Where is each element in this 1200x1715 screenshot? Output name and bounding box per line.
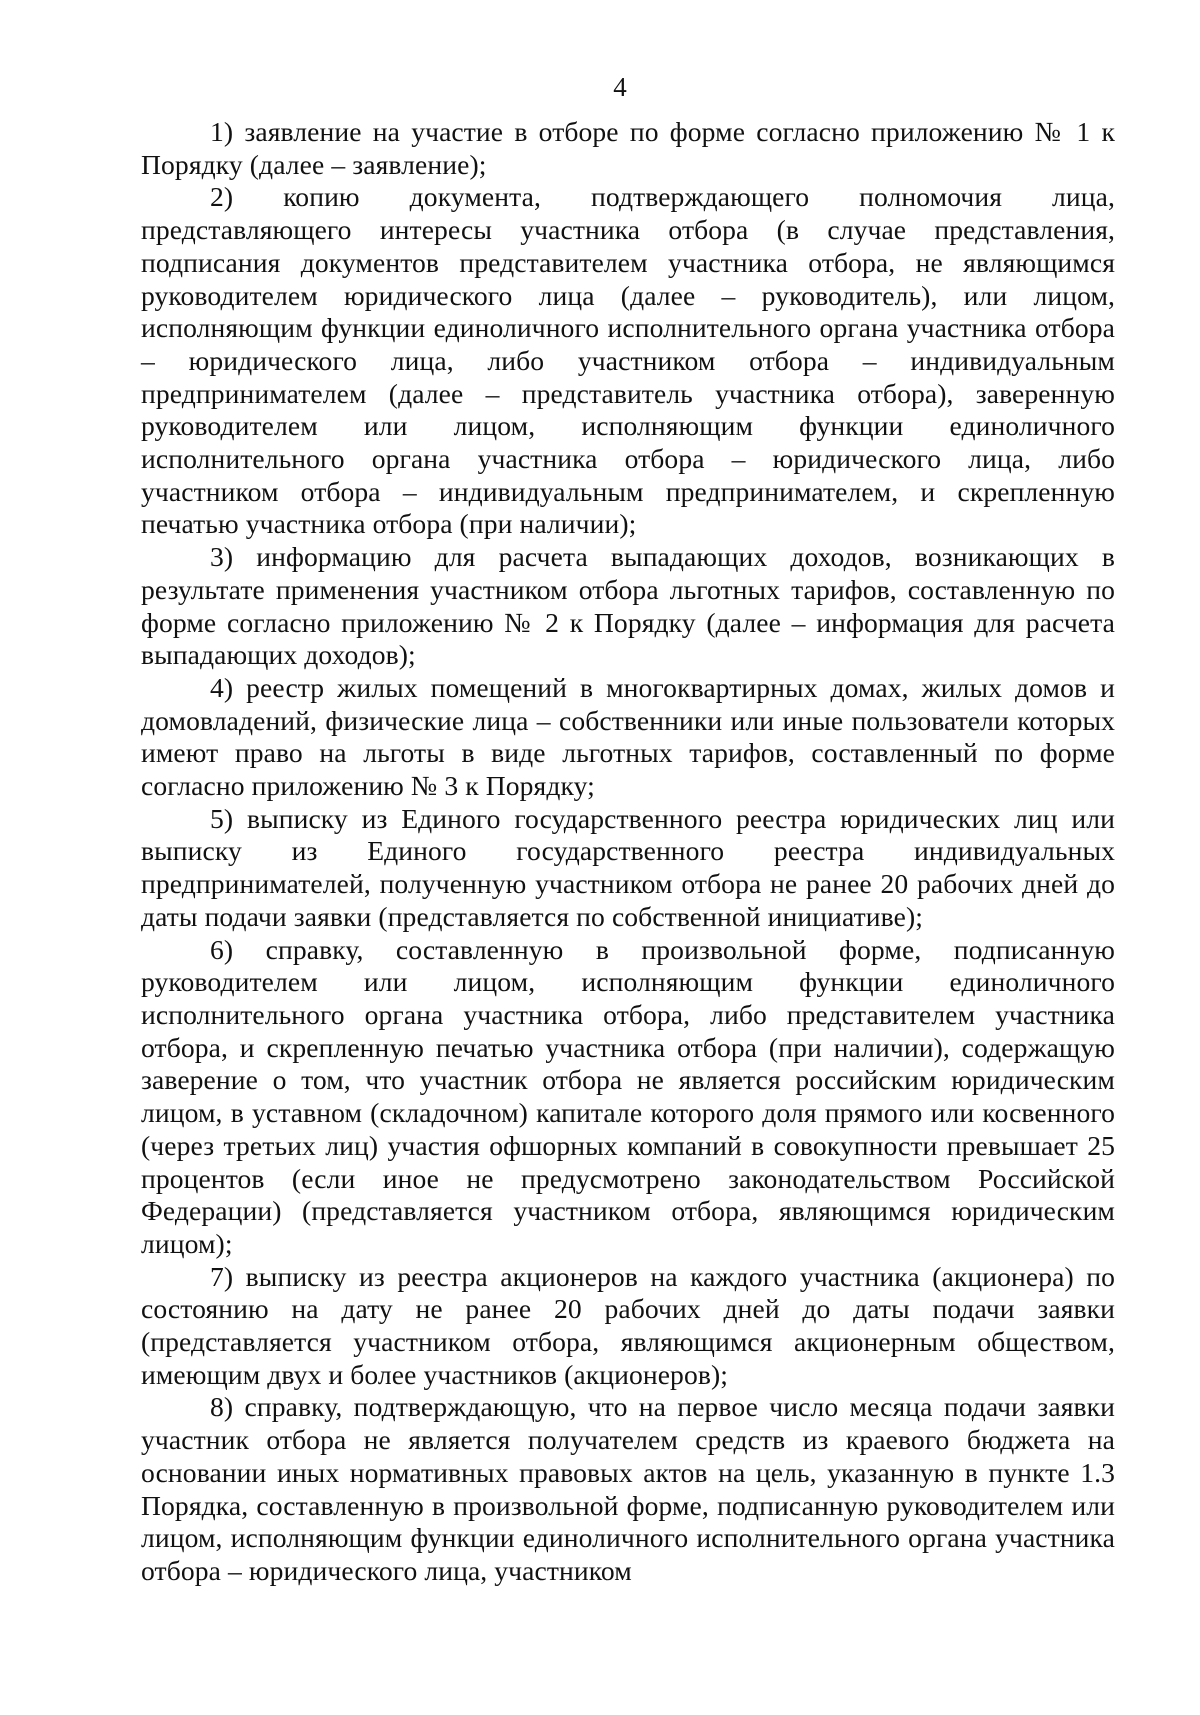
list-item-1: 1) заявление на участие в отборе по форме согласно приложению № 1 к Порядку (далее – заявление);	[141, 116, 1115, 180]
list-item-8: 8) справку, подтверждающую, что на первое число месяца подачи заявки участник отбора не является получателем средств из краевого бюджета на основании иных нормативных правовых актов на цель, указанную в пункте 1.3 Порядка, составленную в произвольной форме, подписанную руководителем или лицом, исполняющим функции единоличного исполнительного органа участника отбора – юридического лица, участником	[141, 1391, 1115, 1586]
list-item-2: 2) копию документа, подтверждающего полномочия лица, представляющего интересы участника отбора (в случае представления, подписания документов представителем участника отбора, не являющимся руководителем юридического лица (далее – руководитель), или лицом, исполняющим функции единоличного исполнительного органа участника отбора – юридического лица, либо участником отбора – индивидуальным предпринимателем (далее – представитель участника отбора), заверенную руководителем или лицом, исполняющим функции единоличного исполнительного органа участника отбора – юридического лица, либо участником отбора – индивидуальным предпринимателем, и скрепленную печатью участника отбора (при наличии);	[141, 181, 1115, 540]
list-item-6: 6) справку, составленную в произвольной форме, подписанную руководителем или лицом, исполняющим функции единоличного исполнительного органа участника отбора, либо представителем участника отбора, и скрепленную печатью участника отбора (при наличии), содержащую заверение о том, что участник отбора не является российским юридическим лицом, в уставном (складочном) капитале которого доля прямого или косвенного (через третьих лиц) участия офшорных компаний в совокупности превышает 25 процентов (если иное не предусмотрено законодательством Российской Федерации) (представляется участником отбора, являющимся юридическим лицом);	[141, 933, 1115, 1259]
list-item-4: 4) реестр жилых помещений в многоквартирных домах, жилых домов и домовладений, физические лица – собственники или иные пользователи которых имеют право на льготы в виде льготных тарифов, составленный по форме согласно приложению № 3 к Порядку;	[141, 671, 1115, 802]
list-item-5: 5) выписку из Единого государственного реестра юридических лиц или выписку из Единого государственного реестра индивидуальных предпринимателей, полученную участником отбора не ранее 20 рабочих дней до даты подачи заявки (представляется по собственной инициативе);	[141, 802, 1115, 932]
document-body	[141, 116, 1115, 1588]
page-number: 4	[613, 72, 627, 102]
list-item-7: 7) выписку из реестра акционеров на каждого участника (акционера) по состоянию на дату не ранее 20 рабочих дней до даты подачи заявки (представляется участником отбора, являющимся акционерным обществом, имеющим двух и более участников (акционеров);	[141, 1260, 1115, 1390]
list-item-3: 3) информацию для расчета выпадающих доходов, возникающих в результате применения участником отбора льготных тарифов, составленную по форме согласно приложению № 2 к Порядку (далее – информация для расчета выпадающих доходов);	[141, 541, 1115, 671]
